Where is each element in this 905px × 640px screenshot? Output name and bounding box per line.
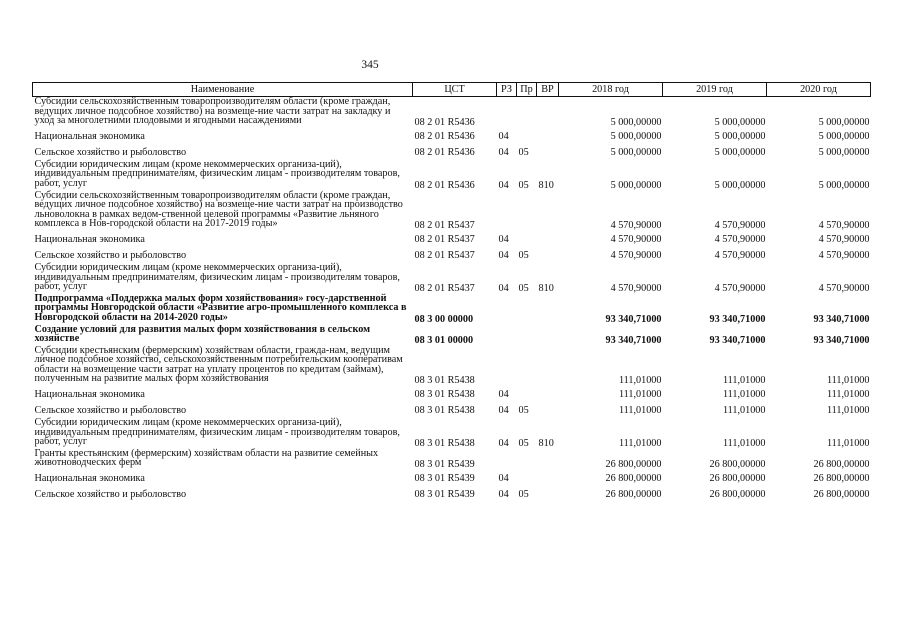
- cell-rz: 04: [498, 489, 509, 501]
- cell-2019: 26 800,00000: [709, 473, 766, 485]
- cell-vr: [537, 144, 559, 160]
- cell-cst: 08 3 01 R5439: [414, 473, 475, 485]
- cell-vr: 810: [538, 179, 554, 191]
- cell-2018: 4 570,90000: [610, 234, 662, 246]
- cell-2018: 111,01000: [618, 438, 662, 449]
- cell-cst: 08 2 01 R5437: [414, 234, 475, 246]
- cell-pr: 05: [518, 179, 529, 191]
- cell-2019: 5 000,00000: [714, 117, 766, 128]
- cell-name: Субсидии крестьянским (фермерским) хозяйствам области, гражда-нам, ведущим личное подсобное хозяйство, сельскохозяйственным потребительским кооперативам области на возмещение части затрат на уплату процентов по кредитам (займам), полученным на развитие малых форм хозяйствования: [34, 344, 403, 385]
- cell-2019: 4 570,90000: [714, 220, 766, 231]
- cell-pr: 05: [518, 489, 529, 501]
- cell-2020: 111,01000: [826, 375, 870, 387]
- cell-2018: 5 000,00000: [610, 117, 662, 128]
- table-row: [33, 144, 871, 160]
- cell-2019: 26 800,00000: [709, 489, 766, 501]
- cell-rz: [497, 97, 517, 128]
- cell-cst: 08 2 01 R5436: [414, 147, 475, 159]
- table-row: [33, 346, 871, 386]
- table-row: [33, 247, 871, 263]
- cell-2019: 4 570,90000: [714, 283, 766, 294]
- cell-vr: [537, 402, 559, 418]
- cell-rz: 04: [498, 283, 509, 294]
- cell-2020: 26 800,00000: [813, 489, 870, 501]
- cell-2020: 93 340,71000: [813, 313, 870, 325]
- cell-name: Субсидии сельскохозяйственным товаропроизводителям области (кроме граждан, ведущих личное подсобное хозяйство) на возмеще-ние части затрат на закладку и уход за многолетними плодовыми и ягодными насаждениями: [34, 96, 391, 127]
- cell-vr: [537, 470, 559, 486]
- cell-2020: 111,01000: [826, 389, 870, 401]
- cell-pr: 05: [518, 283, 529, 294]
- table-row: [33, 97, 871, 128]
- cell-rz: [497, 325, 517, 346]
- cell-rz: 04: [498, 473, 509, 485]
- cell-2018: 26 800,00000: [605, 489, 662, 501]
- cell-name: Сельское хозяйство и рыболовство: [34, 405, 187, 417]
- cell-2018: 5 000,00000: [610, 131, 662, 143]
- table-row: [33, 386, 871, 402]
- cell-2019: 111,01000: [722, 405, 766, 417]
- cell-2018: 26 800,00000: [605, 459, 662, 471]
- cell-2019: 4 570,90000: [714, 250, 766, 262]
- table-row: [33, 402, 871, 418]
- cell-rz: 04: [498, 131, 509, 143]
- cell-cst: 08 2 01 R5437: [414, 250, 475, 262]
- cell-cst: 08 2 01 R5436: [414, 179, 475, 191]
- cell-pr: [517, 325, 537, 346]
- cell-pr: [517, 97, 537, 128]
- cell-2018: 111,01000: [618, 375, 662, 387]
- cell-vr: [537, 294, 559, 325]
- cell-rz: 04: [498, 234, 509, 246]
- header-cst: ЦСТ: [413, 83, 497, 97]
- cell-2019: 5 000,00000: [714, 147, 766, 159]
- cell-cst: 08 2 01 R5436: [414, 117, 475, 128]
- cell-2020: 5 000,00000: [818, 117, 870, 128]
- cell-2019: 5 000,00000: [714, 131, 766, 143]
- cell-pr: [517, 128, 537, 144]
- cell-2018: 26 800,00000: [605, 473, 662, 485]
- cell-rz: [497, 294, 517, 325]
- cell-pr: [517, 294, 537, 325]
- table-row: [33, 486, 871, 502]
- cell-2018: 111,01000: [618, 389, 662, 401]
- table-row: [33, 294, 871, 325]
- cell-2019: 4 570,90000: [714, 234, 766, 246]
- cell-vr: [537, 325, 559, 346]
- header-year-2020: 2020 год: [767, 83, 871, 97]
- cell-2020: 4 570,90000: [818, 234, 870, 246]
- cell-2020: 5 000,00000: [818, 179, 870, 191]
- cell-2019: 93 340,71000: [709, 313, 766, 325]
- cell-vr: [537, 128, 559, 144]
- cell-vr: [537, 386, 559, 402]
- table-row: [33, 325, 871, 346]
- cell-2020: 111,01000: [826, 405, 870, 417]
- table-header: [33, 83, 871, 97]
- cell-vr: [537, 449, 559, 470]
- cell-vr: [537, 486, 559, 502]
- cell-2020: 4 570,90000: [818, 220, 870, 231]
- cell-name: Субсидии юридическим лицам (кроме некоммерческих организа-ций), индивидуальным предпринимателям, физическим лицам - производителям товаров, работ, услуг: [34, 158, 400, 189]
- cell-vr: [537, 247, 559, 263]
- cell-2020: 111,01000: [826, 438, 870, 449]
- cell-name: Гранты крестьянским (фермерским) хозяйствам области на развитие семейных животноводческих ферм: [34, 447, 379, 469]
- cell-cst: 08 3 01 R5438: [414, 375, 475, 387]
- cell-pr: [517, 346, 537, 386]
- cell-name: Создание условий для развития малых форм хозяйствования в сельском хозяйстве: [34, 323, 371, 345]
- cell-name: Субсидии юридическим лицам (кроме некоммерческих организа-ций), индивидуальным предпринимателям, физическим лицам - производителям товаров, работ, услуг: [34, 417, 400, 448]
- cell-name: Национальная экономика: [34, 389, 145, 401]
- cell-2020: 5 000,00000: [818, 131, 870, 143]
- cell-rz: [497, 191, 517, 231]
- cell-2020: 5 000,00000: [818, 147, 870, 159]
- cell-cst: 08 3 01 R5438: [414, 438, 475, 449]
- cell-rz: 04: [498, 389, 509, 401]
- cell-cst: 08 3 00 00000: [414, 313, 474, 325]
- cell-rz: 04: [498, 438, 509, 449]
- cell-name: Субсидии сельскохозяйственным товаропроизводителям области (кроме граждан, ведущих личное подсобное хозяйство) на возмеще-ние части затрат на производство льноволокна в рамках ведом-ственной целевой программы «Развитие льняного комплекса в Нов-городской области на 2017-2019 годы»: [34, 189, 403, 230]
- cell-rz: [497, 346, 517, 386]
- cell-pr: [517, 470, 537, 486]
- cell-2019: 111,01000: [722, 389, 766, 401]
- cell-2020: 93 340,71000: [813, 335, 870, 346]
- table-row: [33, 231, 871, 247]
- page-number: 345: [361, 59, 379, 71]
- header-year-2018: 2018 год: [559, 83, 663, 97]
- cell-name: Национальная экономика: [34, 131, 145, 143]
- cell-vr: 810: [538, 283, 554, 294]
- cell-2019: 5 000,00000: [714, 179, 766, 191]
- cell-2019: 26 800,00000: [709, 459, 766, 471]
- cell-vr: [537, 97, 559, 128]
- cell-vr: [537, 346, 559, 386]
- cell-2018: 93 340,71000: [605, 335, 662, 346]
- cell-name: Сельское хозяйство и рыболовство: [34, 147, 187, 159]
- cell-2020: 4 570,90000: [818, 250, 870, 262]
- cell-pr: 05: [518, 438, 529, 449]
- cell-2018: 4 570,90000: [610, 250, 662, 262]
- cell-name: Национальная экономика: [34, 234, 145, 246]
- cell-2018: 5 000,00000: [610, 147, 662, 159]
- cell-2019: 111,01000: [722, 375, 766, 387]
- cell-2020: 4 570,90000: [818, 283, 870, 294]
- cell-name: Субсидии юридическим лицам (кроме некоммерческих организа-ций), индивидуальным предпринимателям, физическим лицам - производителям товаров, работ, услуг: [34, 261, 400, 293]
- cell-name: Подпрограмма «Поддержка малых форм хозяйствования» госу-дарственной программы Новгородской области «Развитие агро-промышленного комплекса в Новгородской области на 2014-2020 годы»: [34, 292, 407, 323]
- cell-cst: 08 3 01 R5439: [414, 459, 475, 471]
- cell-rz: 04: [498, 147, 509, 159]
- budget-table: [32, 82, 871, 502]
- cell-name: Национальная экономика: [34, 473, 145, 485]
- cell-vr: [537, 191, 559, 231]
- cell-cst: 08 3 01 R5438: [414, 389, 475, 401]
- cell-2020: 26 800,00000: [813, 459, 870, 471]
- table-row: [33, 449, 871, 470]
- header-pr: Пр: [517, 83, 537, 97]
- cell-vr: 810: [538, 438, 554, 449]
- cell-name: Сельское хозяйство и рыболовство: [34, 489, 187, 501]
- cell-pr: 05: [518, 405, 529, 417]
- cell-2018: 111,01000: [618, 405, 662, 417]
- cell-2018: 93 340,71000: [605, 313, 662, 325]
- cell-cst: 08 3 01 00000: [414, 335, 474, 346]
- cell-pr: [517, 231, 537, 247]
- cell-2019: 111,01000: [722, 438, 766, 449]
- cell-pr: [517, 191, 537, 231]
- cell-2018: 5 000,00000: [610, 179, 662, 191]
- cell-2019: 93 340,71000: [709, 335, 766, 346]
- table-row: [33, 128, 871, 144]
- header-row: [33, 83, 871, 97]
- cell-pr: 05: [518, 250, 529, 262]
- cell-pr: [517, 386, 537, 402]
- table-row: [33, 160, 871, 191]
- table-row: [33, 418, 871, 449]
- header-rz: РЗ: [497, 83, 517, 97]
- cell-rz: 04: [498, 250, 509, 262]
- cell-rz: 04: [498, 179, 509, 191]
- cell-pr: [517, 449, 537, 470]
- cell-rz: [497, 449, 517, 470]
- cell-cst: 08 3 01 R5439: [414, 489, 475, 501]
- header-name: Наименование: [33, 83, 413, 97]
- cell-vr: [537, 231, 559, 247]
- cell-rz: 04: [498, 405, 509, 417]
- table-row: [33, 191, 871, 231]
- cell-cst: 08 2 01 R5436: [414, 131, 475, 143]
- cell-cst: 08 2 01 R5437: [414, 220, 475, 231]
- cell-cst: 08 3 01 R5438: [414, 405, 475, 417]
- cell-pr: 05: [518, 147, 529, 159]
- cell-2018: 4 570,90000: [610, 283, 662, 294]
- cell-2018: 4 570,90000: [610, 220, 662, 231]
- header-vr: ВР: [537, 83, 559, 97]
- table-row: [33, 470, 871, 486]
- header-year-2019: 2019 год: [663, 83, 767, 97]
- cell-name: Сельское хозяйство и рыболовство: [34, 250, 187, 262]
- cell-2020: 26 800,00000: [813, 473, 870, 485]
- cell-cst: 08 2 01 R5437: [414, 283, 475, 294]
- table-body: [33, 97, 871, 503]
- table-row: [33, 263, 871, 294]
